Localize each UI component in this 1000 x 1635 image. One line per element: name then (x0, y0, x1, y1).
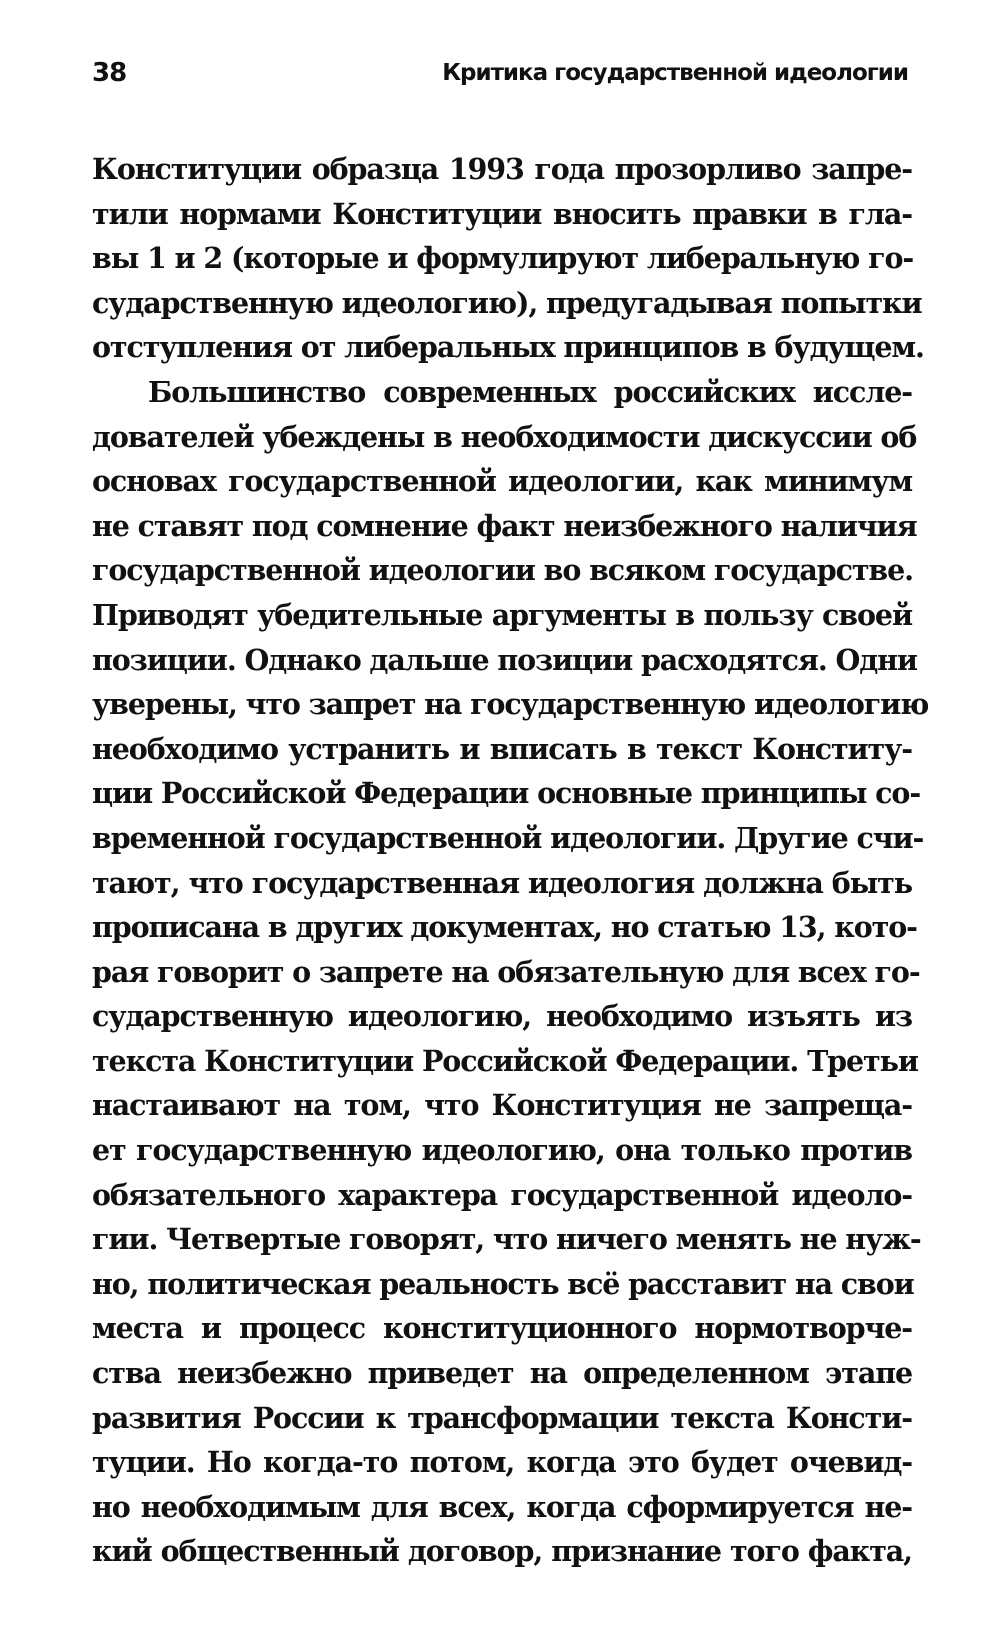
text-line: текста Конституции Российской Федерации. Третьи (92, 1043, 918, 1078)
text-line: отступления от либеральных принципов в будущем. (92, 330, 924, 365)
text-line: ет государственную идеологию, она только против (92, 1133, 912, 1168)
text-line: сударственную идеологию, необходимо изъять из (92, 999, 912, 1034)
text-line: вы 1 и 2 (которые и формулируют либеральную го- (92, 241, 914, 276)
text-line: позиции. Однако дальше позиции расходятся. Одни (92, 642, 917, 677)
text-line: дователей убеждены в необходимости дискуссии об (92, 419, 917, 454)
text-line: места и процесс конституционного нормотворче- (92, 1311, 912, 1346)
text-line: основах государственной идеологии, как минимум (92, 464, 912, 499)
text-line: ства неизбежно приведет на определенном этапе (92, 1356, 912, 1391)
text-line: необходимо устранить и вписать в текст Конститу- (92, 731, 912, 766)
text-line: тают, что государственная идеология должна быть (92, 865, 912, 900)
text-line: развития России к трансформации текста Консти- (92, 1400, 912, 1435)
text-line: настаивают на том, что Конституция не запреща- (92, 1088, 912, 1123)
running-header (92, 58, 908, 98)
page-number: 38 (92, 58, 127, 88)
text-line: гии. Четвертые говорят, что ничего менять не нуж- (92, 1222, 921, 1257)
text-line: Большинство современных российских иссле- (148, 374, 912, 409)
text-line: прописана в других документах, но статью 13, кото- (92, 910, 917, 945)
text-line: туции. Но когда-то потом, когда это будет очевид- (92, 1445, 912, 1480)
text-line: Конституции образца 1993 года прозорливо запре- (92, 152, 912, 186)
text-line: Приводят убедительные аргументы в пользу своей (92, 597, 912, 632)
body-text (92, 147, 929, 1574)
text-line: временной государственной идеологии. Другие счи- (92, 820, 924, 855)
text-line: кий общественный договор, признание того факта, (92, 1534, 912, 1569)
text-line: рая говорит о запрете на обязательную для всех го- (92, 954, 920, 989)
text-line: ции Российской Федерации основные принципы со- (92, 776, 921, 811)
text-line: не ставят под сомнение факт неизбежного наличия (92, 508, 917, 543)
text-line: обязательного характера государственной идеоло- (92, 1177, 912, 1212)
text-line: но необходимым для всех, когда сформируется не- (92, 1489, 912, 1524)
paragraph (92, 147, 924, 370)
text-line: тили нормами Конституции вносить правки в гла- (92, 196, 912, 231)
text-line: государственной идеологии во всяком государстве. (92, 553, 913, 588)
running-title: Критика государственной идеологии (442, 60, 908, 86)
text-line: сударственную идеологию), предугадывая попытки (92, 285, 922, 320)
text-line: но, политическая реальность всё расставит на свои (92, 1266, 914, 1301)
text-line: уверены, что запрет на государственную идеологию (92, 687, 929, 722)
paragraph (92, 370, 929, 1574)
